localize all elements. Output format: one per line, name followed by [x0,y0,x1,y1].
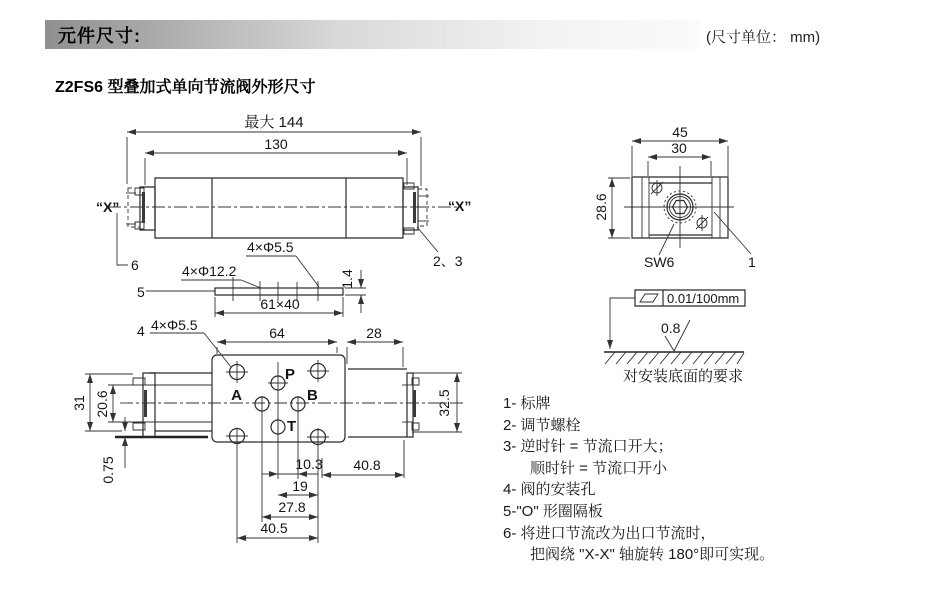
roughness-value: 0.8 [661,320,681,336]
valve-body-outline [155,178,403,238]
callout-2-3: 2、3 [433,253,463,269]
axis-label-right: “X” [448,198,472,214]
section-title: 元件尺寸: [58,25,141,46]
flatness-value: 0.01/100mm [667,291,740,306]
port-b-label: B [307,387,318,404]
bottom-view [71,317,465,543]
port-a-label: A [231,387,242,404]
callout-6: 6 [131,257,139,273]
unit-note: (尺寸单位： mm) [706,29,821,46]
callout-4: 4 [137,323,145,339]
dim-30: 30 [671,140,687,156]
dim-plate-size: 61×40 [260,296,300,312]
mounting-surface-caption: 对安装底面的要求 [622,368,744,385]
wrench-size-label: SW6 [644,254,675,270]
mounting-surface-requirement [604,290,745,385]
drawing-title: Z2FS6 型叠加式单向节流阀外形尺寸 [55,79,316,96]
dim-length: 130 [264,136,288,152]
axis-label-left: “X” [96,199,120,215]
ground-hatching [605,352,744,364]
dim-28-6: 28.6 [593,193,609,221]
locking-screw-bottom [696,215,708,231]
port-p-label: P [285,366,296,383]
dim-thickness: 1.4 [339,269,355,289]
left-end-cap [126,187,155,230]
flatness-icon [640,294,658,302]
dim-20-6: 20.6 [94,390,110,418]
left-clamp [133,373,155,437]
separator-plate-view [137,239,366,317]
legend-item-6: 6- 将进口节流改为出口节流时， [503,524,716,542]
legend-item-4: 4- 阀的安装孔 [503,481,596,499]
port-t-label: T [287,418,297,435]
dim-27-8: 27.8 [278,499,306,515]
legend-item-6b: 把阀绕 "X-X" 轴旋转 180°即可实现。 [530,546,775,564]
dim-31: 31 [71,395,87,411]
legend-item-2: 2- 调节螺栓 [503,416,581,434]
dim-0-75: 0.75 [100,456,116,484]
dim-28: 28 [366,325,382,341]
oring-plate-edge [142,192,145,223]
dim-10-3: 10.3 [295,456,323,472]
callout-5: 5 [137,284,145,300]
right-clamp [407,373,419,437]
dim-19: 19 [292,478,308,494]
end-view [593,124,756,270]
oring-plate-edge [413,192,416,223]
dim-large-holes: 4×Φ12.2 [182,263,237,279]
right-end-cap [403,183,429,234]
legend-item-3: 3- 逆时针 = 节流口开大； [503,438,673,456]
legend-item-1: 1- 标牌 [503,395,551,412]
dim-max-length: 最大 144 [244,114,304,131]
legend-item-5: 5-"O" 形圈隔板 [503,502,603,520]
dim-small-holes: 4×Φ5.5 [247,239,294,255]
dim-32-5: 32.5 [436,389,452,417]
plate-outline [215,288,343,295]
dim-45: 45 [672,124,688,140]
dim-mount-holes: 4×Φ5.5 [151,317,198,333]
dim-64: 64 [269,325,285,341]
legend-item-3b: 顺时针 = 节流口开小 [530,459,668,477]
dim-40-8: 40.8 [353,457,381,473]
legend [503,393,928,566]
dim-40-5: 40.5 [260,520,288,536]
callout-1: 1 [748,254,756,270]
